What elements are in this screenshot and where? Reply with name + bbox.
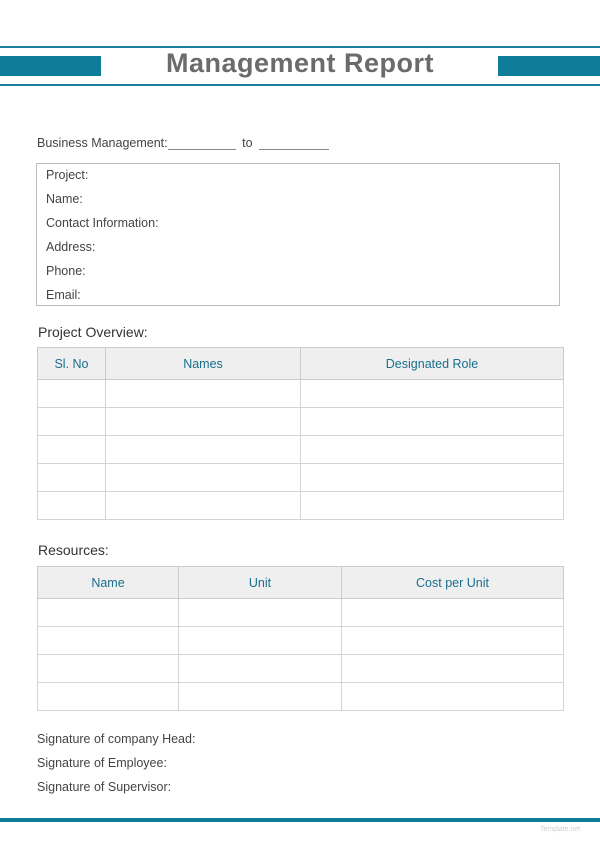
table-cell[interactable]	[342, 683, 564, 711]
table-row	[38, 627, 564, 655]
signature-company-head: Signature of company Head:	[37, 732, 196, 746]
table-cell[interactable]	[38, 436, 106, 464]
table-row	[38, 492, 564, 520]
table-row	[38, 380, 564, 408]
header-bottom-rule	[0, 84, 600, 86]
table-header-row	[38, 567, 564, 599]
project-overview-table	[37, 347, 564, 520]
table-cell[interactable]	[38, 599, 179, 627]
table-header-row	[38, 348, 564, 380]
contact-info-box	[36, 163, 560, 306]
address-field-label: Address:	[46, 240, 96, 254]
table-cell[interactable]	[38, 627, 179, 655]
table-row	[38, 655, 564, 683]
resources-heading: Resources:	[38, 542, 109, 558]
column-header-cost-per-unit: Cost per Unit	[342, 567, 564, 599]
table-row	[38, 683, 564, 711]
start-date-blank[interactable]	[168, 138, 236, 150]
table-cell[interactable]	[342, 627, 564, 655]
phone-field-label: Phone:	[46, 264, 86, 278]
table-cell[interactable]	[106, 380, 301, 408]
table-cell[interactable]	[301, 436, 564, 464]
page-title: Management Report	[165, 48, 435, 78]
signature-supervisor: Signature of Supervisor:	[37, 780, 172, 794]
table-cell[interactable]	[38, 408, 106, 436]
table-cell[interactable]	[38, 380, 106, 408]
table-cell[interactable]	[38, 492, 106, 520]
table-row	[38, 408, 564, 436]
project-field-label: Project:	[46, 168, 89, 182]
column-header-unit: Unit	[179, 567, 342, 599]
table-cell[interactable]	[301, 380, 564, 408]
signature-employee: Signature of Employee:	[37, 756, 167, 770]
column-header-sl-no: Sl. No	[38, 348, 106, 380]
table-cell[interactable]	[106, 436, 301, 464]
table-cell[interactable]	[38, 683, 179, 711]
table-cell[interactable]	[301, 492, 564, 520]
table-cell[interactable]	[179, 599, 342, 627]
business-management-label: Business Management:	[37, 136, 168, 150]
table-cell[interactable]	[106, 492, 301, 520]
table-cell[interactable]	[38, 655, 179, 683]
table-cell[interactable]	[179, 683, 342, 711]
end-date-blank[interactable]	[259, 138, 329, 150]
table-cell[interactable]	[342, 599, 564, 627]
table-cell[interactable]	[301, 408, 564, 436]
email-field-label: Email:	[46, 288, 81, 302]
table-row	[38, 599, 564, 627]
column-header-names: Names	[106, 348, 301, 380]
table-cell[interactable]	[38, 464, 106, 492]
table-cell[interactable]	[179, 627, 342, 655]
business-management-row	[37, 136, 329, 150]
resources-table	[37, 566, 564, 711]
footer-rule	[0, 818, 600, 822]
table-row	[38, 464, 564, 492]
watermark: Template.net	[540, 826, 581, 833]
column-header-name: Name	[38, 567, 179, 599]
table-row	[38, 436, 564, 464]
table-cell[interactable]	[106, 464, 301, 492]
name-field-label: Name:	[46, 192, 83, 206]
to-separator: to	[242, 136, 253, 150]
project-overview-heading: Project Overview:	[38, 324, 148, 340]
column-header-designated-role: Designated Role	[301, 348, 564, 380]
table-cell[interactable]	[179, 655, 342, 683]
contact-information-field-label: Contact Information:	[46, 216, 159, 230]
table-cell[interactable]	[301, 464, 564, 492]
table-cell[interactable]	[342, 655, 564, 683]
table-cell[interactable]	[106, 408, 301, 436]
